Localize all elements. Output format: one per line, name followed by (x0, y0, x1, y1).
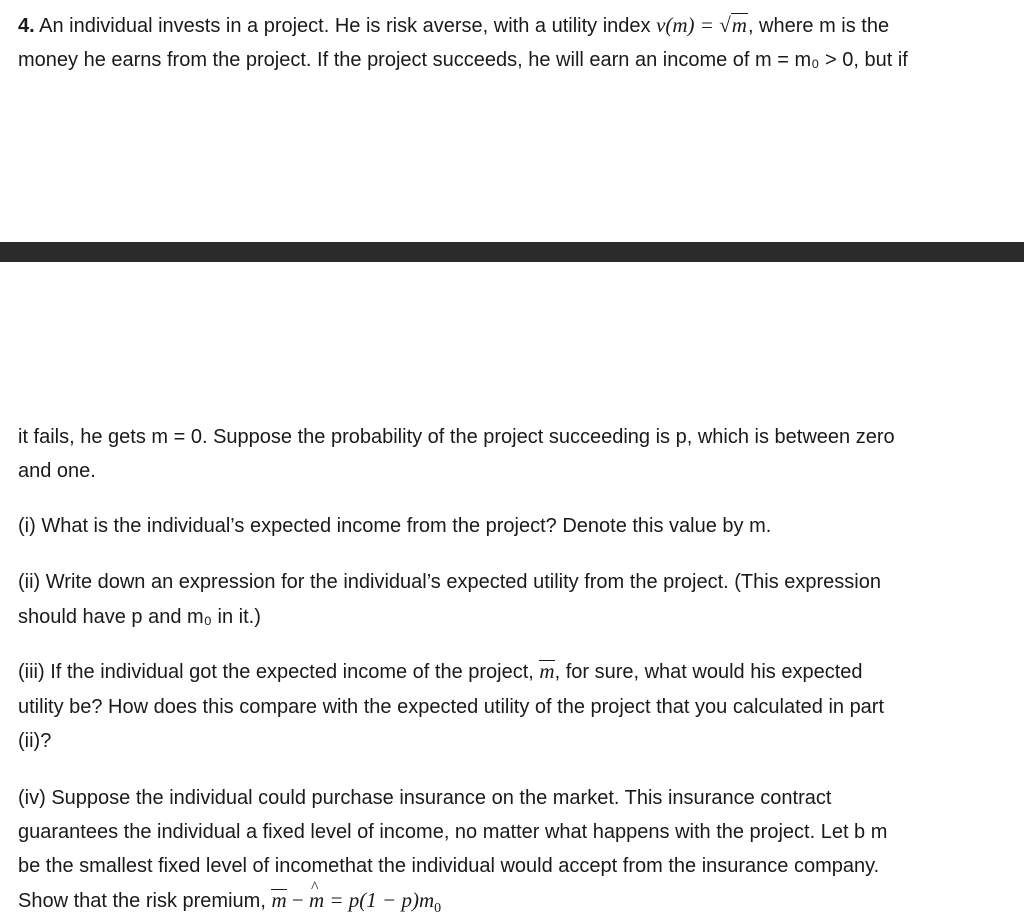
part-ii-line-1: (ii) Write down an expression for the individual’s expected utility from the project. (This expression (18, 571, 881, 593)
part-iii-text-a: (iii) If the individual got the expected income of the project, (18, 661, 540, 683)
question-text-1-tail: , where m is the (747, 15, 890, 37)
risk-premium-m-bar: m (271, 888, 287, 912)
part-iii-line-1 (18, 658, 863, 686)
part-iii-text-b: , for sure, what would his expected (554, 661, 863, 683)
divider-bar (0, 242, 1024, 262)
sqrt-radicand: m (731, 13, 747, 37)
question-number: 4. (18, 15, 35, 37)
part-iv-line-4 (18, 886, 441, 923)
risk-premium-subscript: 0 (434, 901, 442, 916)
part-iv-line-3: be the smallest fixed level of incomethat the individual would accept from the insurance company. (18, 855, 880, 877)
question-line-4: and one. (18, 460, 96, 482)
part-iv-text-a: Show that the risk premium, (18, 890, 272, 912)
part-i: (i) What is the individual’s expected income from the project? Denote this value by m. (18, 515, 772, 537)
part-iv-line-1: (iv) Suppose the individual could purchase insurance on the market. This insurance contract (18, 787, 832, 809)
part-ii-line-2: should have p and m₀ in it.) (18, 606, 261, 628)
sqrt-symbol: √m (719, 13, 747, 37)
question-text-1: An individual invests in a project. He is risk averse, with a utility index (39, 15, 657, 37)
utility-function-lhs: v(m) = (656, 13, 720, 37)
question-line-3: it fails, he gets m = 0. Suppose the probability of the project succeeding is p, which is between zero (18, 426, 895, 448)
part-iii-line-2: utility be? How does this compare with the expected utility of the project that you calculated in part (18, 696, 885, 718)
risk-premium-m-hat: ^ m (309, 886, 324, 914)
question-line-1 (18, 11, 889, 40)
part-iv-line-2: guarantees the individual a fixed level of income, no matter what happens with the project. Let b m (18, 821, 888, 843)
risk-premium-rhs: = p(1 − p)m (324, 888, 435, 912)
question-line-2: money he earns from the project. If the project succeeds, he will earn an income of m = m₀ > 0, but if (18, 49, 908, 71)
m-bar-symbol: m (539, 659, 555, 683)
risk-premium-minus: − (286, 888, 309, 912)
part-iii-line-3: (ii)? (18, 730, 52, 752)
